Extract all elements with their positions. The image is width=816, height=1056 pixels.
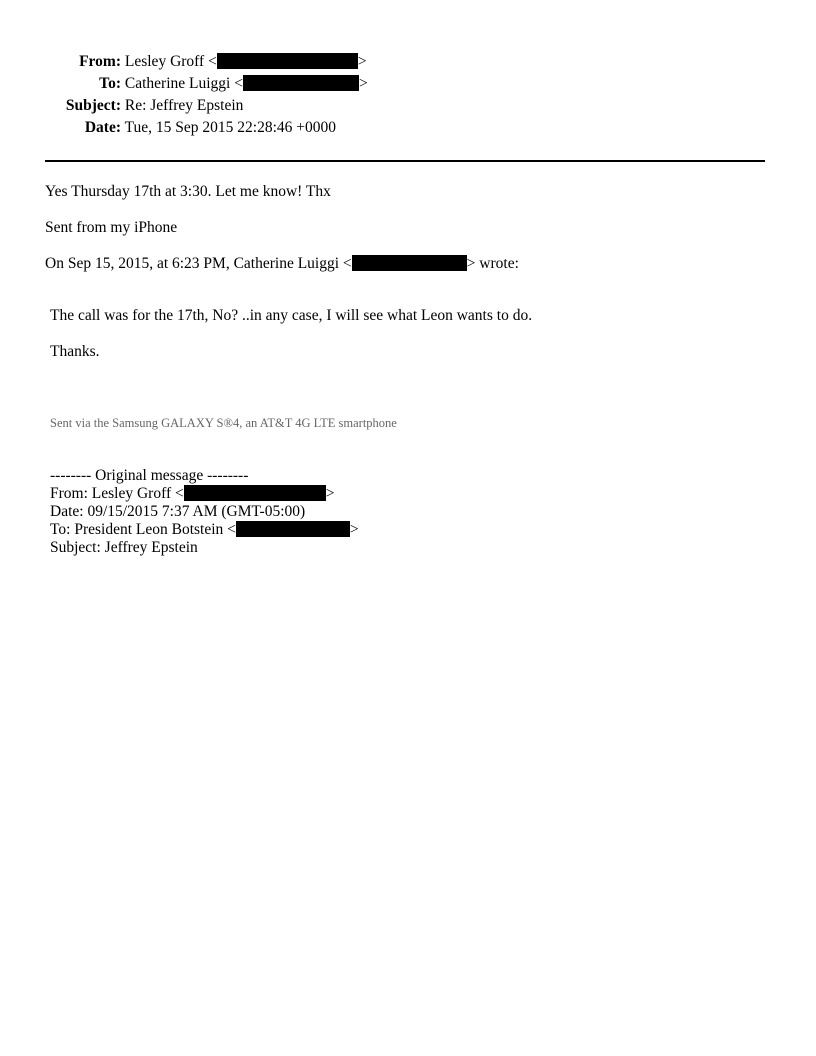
original-to-close: > xyxy=(349,521,359,538)
header-divider xyxy=(45,160,765,162)
redaction-box xyxy=(243,75,359,91)
quote-intro-suffix: > wrote: xyxy=(466,255,519,272)
quoted-line-2: Thanks. xyxy=(50,343,100,360)
redaction-box xyxy=(236,521,350,537)
subject-label: Subject: xyxy=(65,97,121,114)
original-separator: -------- Original message -------- xyxy=(50,467,249,484)
redaction-box xyxy=(184,485,326,501)
to-close: > xyxy=(358,75,368,92)
original-from-text: From: Lesley Groff < xyxy=(50,485,184,502)
quote-intro xyxy=(45,255,519,273)
original-from-close: > xyxy=(325,485,335,502)
from-row xyxy=(0,53,367,71)
subject-value: Re: Jeffrey Epstein xyxy=(124,97,244,114)
quote-intro-prefix: On Sep 15, 2015, at 6:23 PM, Catherine Luiggi < xyxy=(45,255,352,272)
original-date: Date: 09/15/2015 7:37 AM (GMT-05:00) xyxy=(50,503,306,520)
original-to-text: To: President Leon Botstein < xyxy=(50,521,236,538)
redaction-box xyxy=(352,255,467,271)
quoted-line-1: The call was for the 17th, No? ..in any case, I will see what Leon wants to do. xyxy=(50,307,533,324)
from-close: > xyxy=(357,53,367,70)
date-row xyxy=(0,119,336,137)
subject-row xyxy=(0,97,243,115)
from-label: From: xyxy=(79,53,121,70)
redaction-box xyxy=(217,53,358,69)
date-value: Tue, 15 Sep 2015 22:28:46 +0000 xyxy=(124,119,337,136)
iphone-signature: Sent from my iPhone xyxy=(45,219,178,236)
to-value: Catherine Luiggi < xyxy=(124,75,243,92)
samsung-signature: Sent via the Samsung GALAXY S®4, an AT&T 4G LTE smartphone xyxy=(50,416,397,430)
original-from xyxy=(50,485,334,503)
date-label: Date: xyxy=(84,119,121,136)
to-label: To: xyxy=(99,75,121,92)
original-to xyxy=(50,521,359,539)
to-row xyxy=(0,75,368,93)
original-subject: Subject: Jeffrey Epstein xyxy=(50,539,198,556)
reply-line: Yes Thursday 17th at 3:30. Let me know! Thx xyxy=(45,183,331,200)
from-value: Lesley Groff < xyxy=(124,53,217,70)
